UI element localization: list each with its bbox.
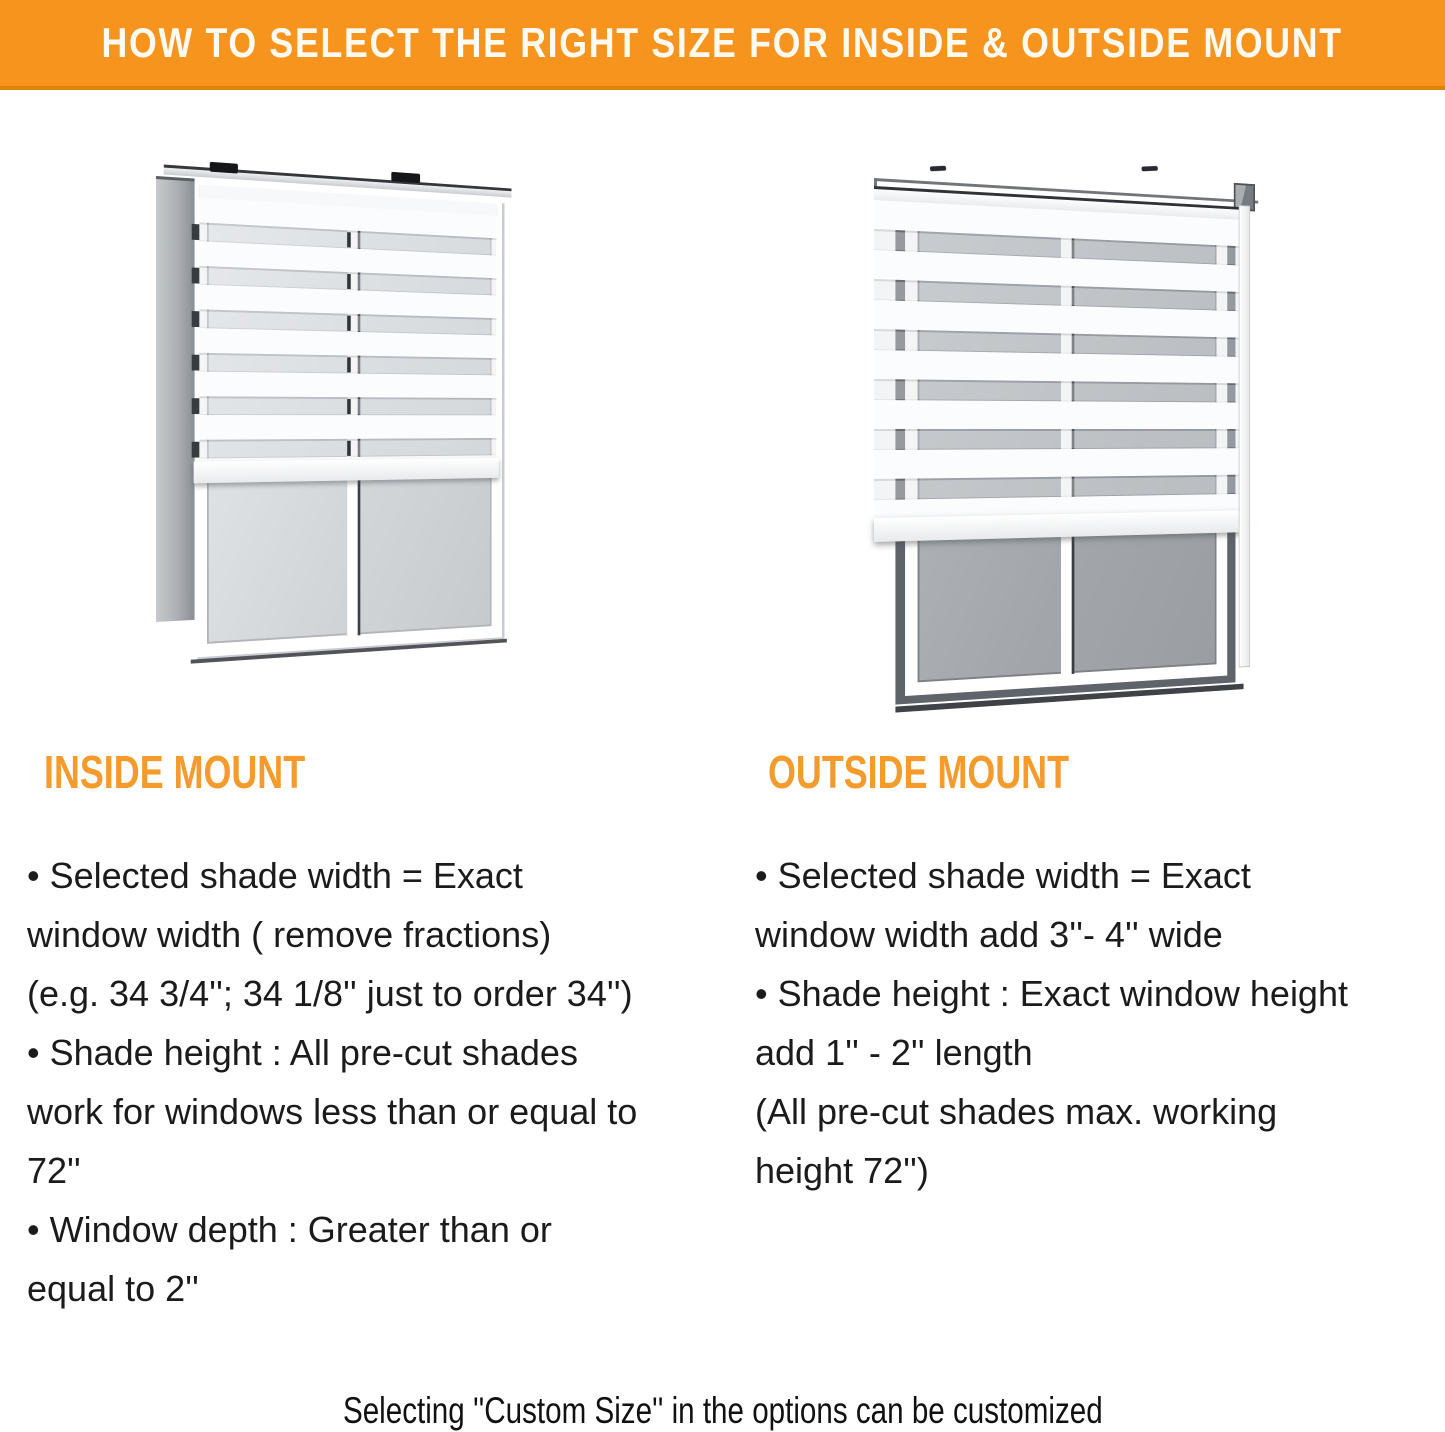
inside-mount-illustration: [156, 148, 508, 688]
window-jamb: [156, 176, 195, 622]
banner-title: HOW TO SELECT THE RIGHT SIZE FOR INSIDE & OUTSIDE MOUNT: [101, 19, 1344, 66]
text-line: window width add 3''- 4'' wide: [755, 914, 1223, 955]
zebra-blind: [874, 186, 1240, 542]
screw-mark: [1141, 166, 1158, 171]
outside-mount-heading: OUTSIDE MOUNT: [768, 746, 1069, 798]
text-line: (e.g. 34 3/4''; 34 1/8'' just to order 34''): [27, 973, 633, 1014]
screw-mark: [930, 166, 947, 172]
text-line: 72'': [27, 1150, 81, 1191]
text-line: work for windows less than or equal to: [27, 1091, 638, 1132]
footer-note-text: Selecting ''Custom Size'' in the options can be customized: [342, 1390, 1103, 1431]
outside-mount-text: [755, 846, 1445, 1200]
text-line: • Selected shade width = Exact: [27, 855, 523, 896]
inside-mount-text: [27, 846, 737, 1318]
text-line: height 72''): [755, 1150, 929, 1191]
text-line: • Selected shade width = Exact: [755, 855, 1251, 896]
outside-mount-illustration: [874, 140, 1265, 718]
text-line: • Shade height : All pre-cut shades: [27, 1032, 578, 1073]
pane-split-line: [347, 207, 350, 460]
blind-stripes: [874, 200, 1240, 518]
blind-edge-shadow: [192, 197, 200, 461]
mounting-bracket: [210, 162, 238, 174]
text-line: window width ( remove fractions): [27, 914, 552, 955]
text-line: add 1'' - 2'' length: [755, 1032, 1033, 1073]
inside-mount-heading: INSIDE MOUNT: [44, 746, 306, 798]
footer-note: [0, 1390, 1445, 1432]
mounting-bracket: [391, 172, 420, 183]
text-line: equal to 2'': [27, 1268, 199, 1309]
header-banner: [0, 0, 1445, 90]
blind-side-channel: [1239, 205, 1250, 667]
text-line: • Shade height : Exact window height: [755, 973, 1348, 1014]
text-line: (All pre-cut shades max. working: [755, 1091, 1278, 1132]
text-line: • Window depth : Greater than or: [27, 1209, 552, 1250]
zebra-blind: [199, 185, 496, 483]
